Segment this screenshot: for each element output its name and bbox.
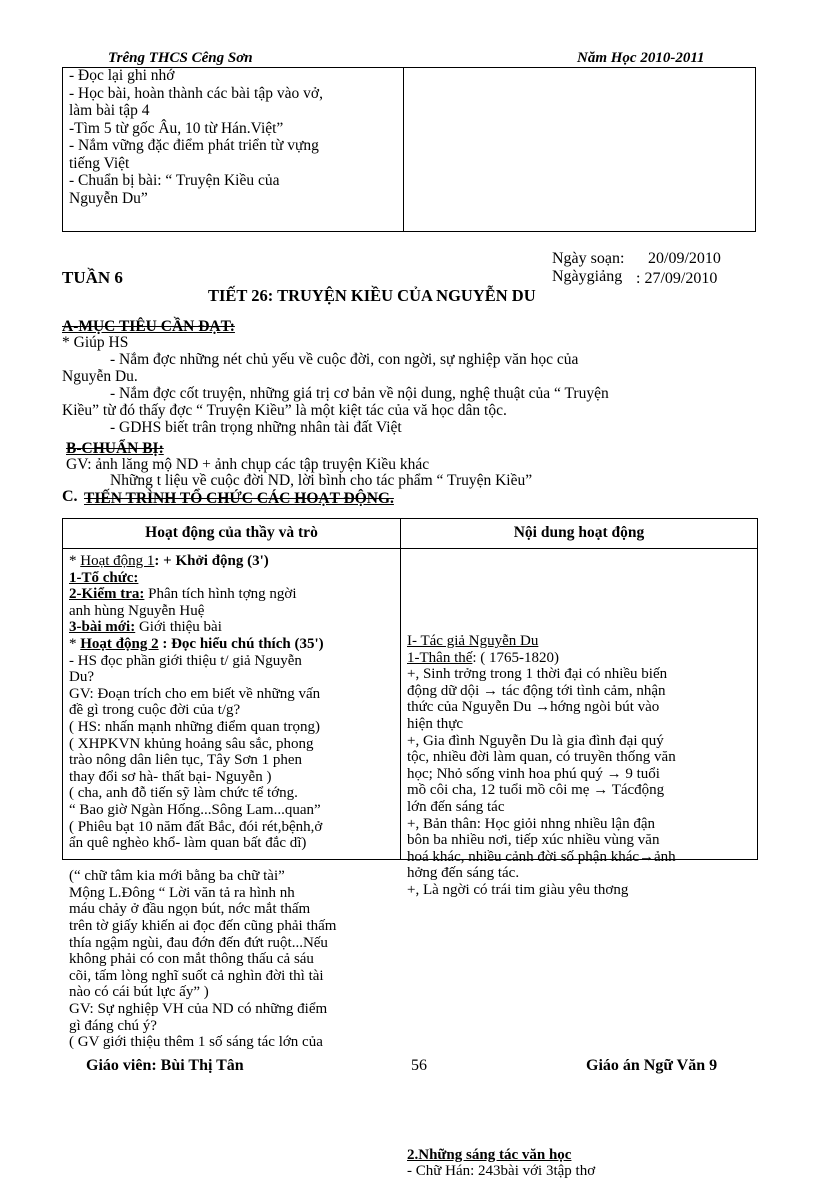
table-line	[69, 586, 397, 603]
school-year: Năm Học 2010-2011	[577, 50, 705, 66]
footer-teacher: Giáo viên: Bùi Thị Tân	[86, 1057, 244, 1074]
table-line: - Chữ Hán: 243bài với 3tập thơ	[407, 1163, 596, 1180]
table-line: hoá khác, nhiều cảnh đời số phận khác→ảnh	[407, 848, 676, 865]
section-a-line: Nguyễn Du.	[62, 368, 138, 385]
prep-date: 20/09/2010	[648, 250, 721, 267]
section-b-line: GV: ảnh lăng mộ ND + ảnh chụp các tập truyện Kiều khác	[66, 456, 430, 473]
col-header-content: Nội dung hoạt động	[513, 524, 645, 541]
table-line	[69, 570, 397, 587]
underlined-label: 1-Thân thế	[407, 649, 473, 666]
table-header-rule	[63, 548, 757, 549]
box-divider	[403, 67, 404, 231]
table-line: +, Sinh trởng trong 1 thời đại có nhiều biến	[407, 666, 668, 683]
previous-lesson-box	[62, 67, 756, 232]
table-line: cõi, tấm lòng nghĩ suốt cả nghìn đời thì tài	[69, 967, 324, 984]
table-line: ẩn quê nghèo khổ- làm quan bất đắc dĩ)	[69, 835, 307, 852]
footer-subject: Giáo án Ngữ Văn 9	[586, 1057, 718, 1074]
bold-label: Hoạt động 2	[80, 635, 159, 652]
section-a-line: Kiều” từ đó thấy đợc “ Truyện Kiều” là một kiệt tác của vă học dân tộc.	[62, 402, 507, 419]
table-line: +, Bản thân: Học giỏi nhng nhiều lận đận	[407, 815, 655, 832]
section-c-heading: TIẾN TRÌNH TỔ CHỨC CÁC HOẠT ĐỘNG.	[84, 490, 394, 507]
label-text: : Đọc hiểu chú thích (35')	[158, 635, 324, 652]
week-label: TUẦN 6	[62, 268, 123, 287]
table-line: máu chảy ở đầu ngọn bút, nớc mắt thấm	[69, 901, 311, 918]
label-text: Giới thiệu bài	[135, 619, 222, 636]
label-text: : ( 1765-1820)	[472, 649, 560, 666]
table-line: ( XHPKVN khủng hoảng sâu sắc, phong	[69, 735, 314, 752]
table-line: ( cha, anh đỗ tiến sỹ làm chức tể tớng.	[69, 785, 298, 802]
previous-lesson-line: làm bài tập 4	[69, 102, 150, 119]
table-line: bôn ba nhiều nơi, tiếp xúc nhiều vùng văn	[407, 832, 660, 849]
table-line: GV: Sự nghiệp VH của ND có những điểm	[69, 1001, 328, 1018]
table-line: mồ côi cha, 12 tuổi mồ côi mẹ → Tácđộng	[407, 782, 665, 799]
activities-column	[69, 553, 397, 1051]
previous-lesson-line: - Chuẩn bị bài: “ Truyện Kiều của	[69, 172, 280, 189]
table-line: lớn đến sáng tác	[407, 798, 505, 815]
table-line: ( HS: nhấn mạnh những điểm quan trọng)	[69, 718, 321, 735]
section-a-heading: A-MỤC TIÊU CẦN ĐẠT:	[62, 318, 235, 335]
table-line: học; Nhỏ sống vinh hoa phú quý → 9 tuổi	[407, 765, 660, 782]
content-column	[407, 633, 753, 1180]
bold-label: 2-Kiểm tra:	[69, 586, 145, 603]
table-line: thía ngậm ngùi, đau đớn đến đứt ruột...Nếu	[69, 934, 328, 951]
underlined-label: I- Tác giả Nguyễn Du	[407, 633, 539, 649]
table-line: +, Là ngời có trái tim giàu yêu thơng	[407, 881, 629, 898]
table-line: Mộng L.Đông “ Lời văn tả ra hình nh	[69, 884, 295, 901]
table-line: hởng đến sáng tác.	[407, 865, 520, 882]
previous-lesson-line: - Đọc lại ghi nhớ	[69, 67, 175, 84]
bold-label: 2.Những sáng tác văn học	[407, 1146, 572, 1163]
table-line: +, Gia đình Nguyễn Du là gia đình đại quý	[407, 732, 664, 749]
label-text: Phân tích hình tợng ngời	[144, 586, 297, 603]
table-line: (“ chữ tâm kia mới bằng ba chữ tài”	[69, 868, 285, 885]
section-a-line: - Nắm đợc cốt truyện, những giá trị cơ bản về nội dung, nghệ thuật của “ Truyện	[110, 385, 609, 402]
table-line: động dữ dội → tác động tới tình cảm, nhận	[407, 682, 666, 699]
underlined-label: Hoạt động 1	[80, 553, 155, 569]
prep-date-label: Ngày soạn:	[552, 250, 625, 267]
teach-date-label: Ngàygiảng	[552, 268, 623, 285]
table-line: nào có cái bút lực ấy” )	[69, 984, 209, 1001]
previous-lesson-line: -Tìm 5 từ gốc Âu, 10 từ Hán.Việt”	[69, 119, 284, 137]
table-line: gì đáng chú ý?	[69, 1017, 157, 1034]
table-line: * Hoạt động 2 : Đọc hiểu chú thích (35')	[69, 635, 324, 652]
table-line: không phải có con mắt thông thấu cả sáu	[69, 951, 314, 968]
col-header-activities: Hoạt động của thầy và trò	[145, 524, 318, 541]
table-line: trên tờ giấy khiến ai đọc đến cũng phải thấm	[69, 918, 337, 935]
lesson-title: TIẾT 26: TRUYỆN KIỀU CỦA NGUYỄN DU	[208, 286, 536, 305]
table-line: GV: Đoạn trích cho em biết về những vấn	[69, 685, 321, 702]
table-line: anh hùng Nguyễn Huệ	[69, 602, 205, 619]
table-line: đề gì trong cuộc đời của t/g?	[69, 702, 241, 719]
table-line: hiện thực	[407, 715, 464, 732]
label-text: : + Khởi động (3')	[154, 553, 269, 569]
section-b-line: Những t liệu về cuộc đời ND, lời bình cho tác phẩm “ Truyện Kiều”	[110, 472, 533, 489]
previous-lesson-line: Nguyễn Du”	[69, 189, 148, 207]
table-line: “ Bao giờ Ngàn Hống...Sông Lam...quan”	[69, 801, 321, 818]
section-c-prefix: C.	[62, 488, 78, 505]
table-line	[407, 650, 753, 667]
table-line	[69, 619, 397, 636]
table-line: trào nông dân liên tục, Tây Sơn 1 phen	[69, 752, 303, 769]
table-line: - HS đọc phần giới thiệu t/ giả Nguyễn	[69, 652, 302, 669]
previous-lesson-line: tiếng Việt	[69, 154, 130, 172]
table-line: * Hoạt động 1: + Khởi động (3')	[69, 553, 269, 569]
table-line	[69, 852, 397, 869]
table-line: Du?	[69, 669, 94, 686]
section-a-line: * Giúp HS	[62, 334, 129, 351]
bold-label: 1-Tổ chức:	[69, 569, 139, 586]
section-b-heading: B-CHUẨN BỊ:	[66, 440, 164, 457]
section-a-line: - Nắm đợc những nét chủ yếu về cuộc đời, con ngời, sự nghiệp văn học của	[110, 351, 579, 368]
table-line: thức của Nguyễn Du →hớng ngòi bút vào	[407, 699, 660, 716]
table-line: tộc, nhiều đời làm quan, có truyền thống văn	[407, 749, 676, 766]
table-line: thay đổi sơ hà- thất bại- Nguyễn )	[69, 768, 272, 785]
table-line: ( Phiêu bạt 10 năm đất Bắc, đói rét,bệnh,ở	[69, 818, 323, 835]
page-number: 56	[411, 1057, 427, 1074]
school-name: Trêng THCS Cêng Sơn	[108, 50, 253, 66]
table-line	[407, 1147, 753, 1164]
previous-lesson-lines	[69, 67, 399, 207]
teach-date: : 27/09/2010	[636, 270, 718, 287]
section-a-line: - GDHS biết trân trọng những nhân tài đất Việt	[110, 419, 402, 436]
previous-lesson-line: - Học bài, hoàn thành các bài tập vào vở,	[69, 84, 323, 102]
table-line: ( GV giới thiệu thêm 1 số sáng tác lớn của	[69, 1034, 323, 1051]
table-column-divider	[400, 519, 401, 859]
table-line	[407, 633, 753, 650]
bold-label: 3-bài mới:	[69, 619, 136, 636]
previous-lesson-line: - Nắm vững đặc điểm phát triển từ vựng	[69, 137, 319, 154]
